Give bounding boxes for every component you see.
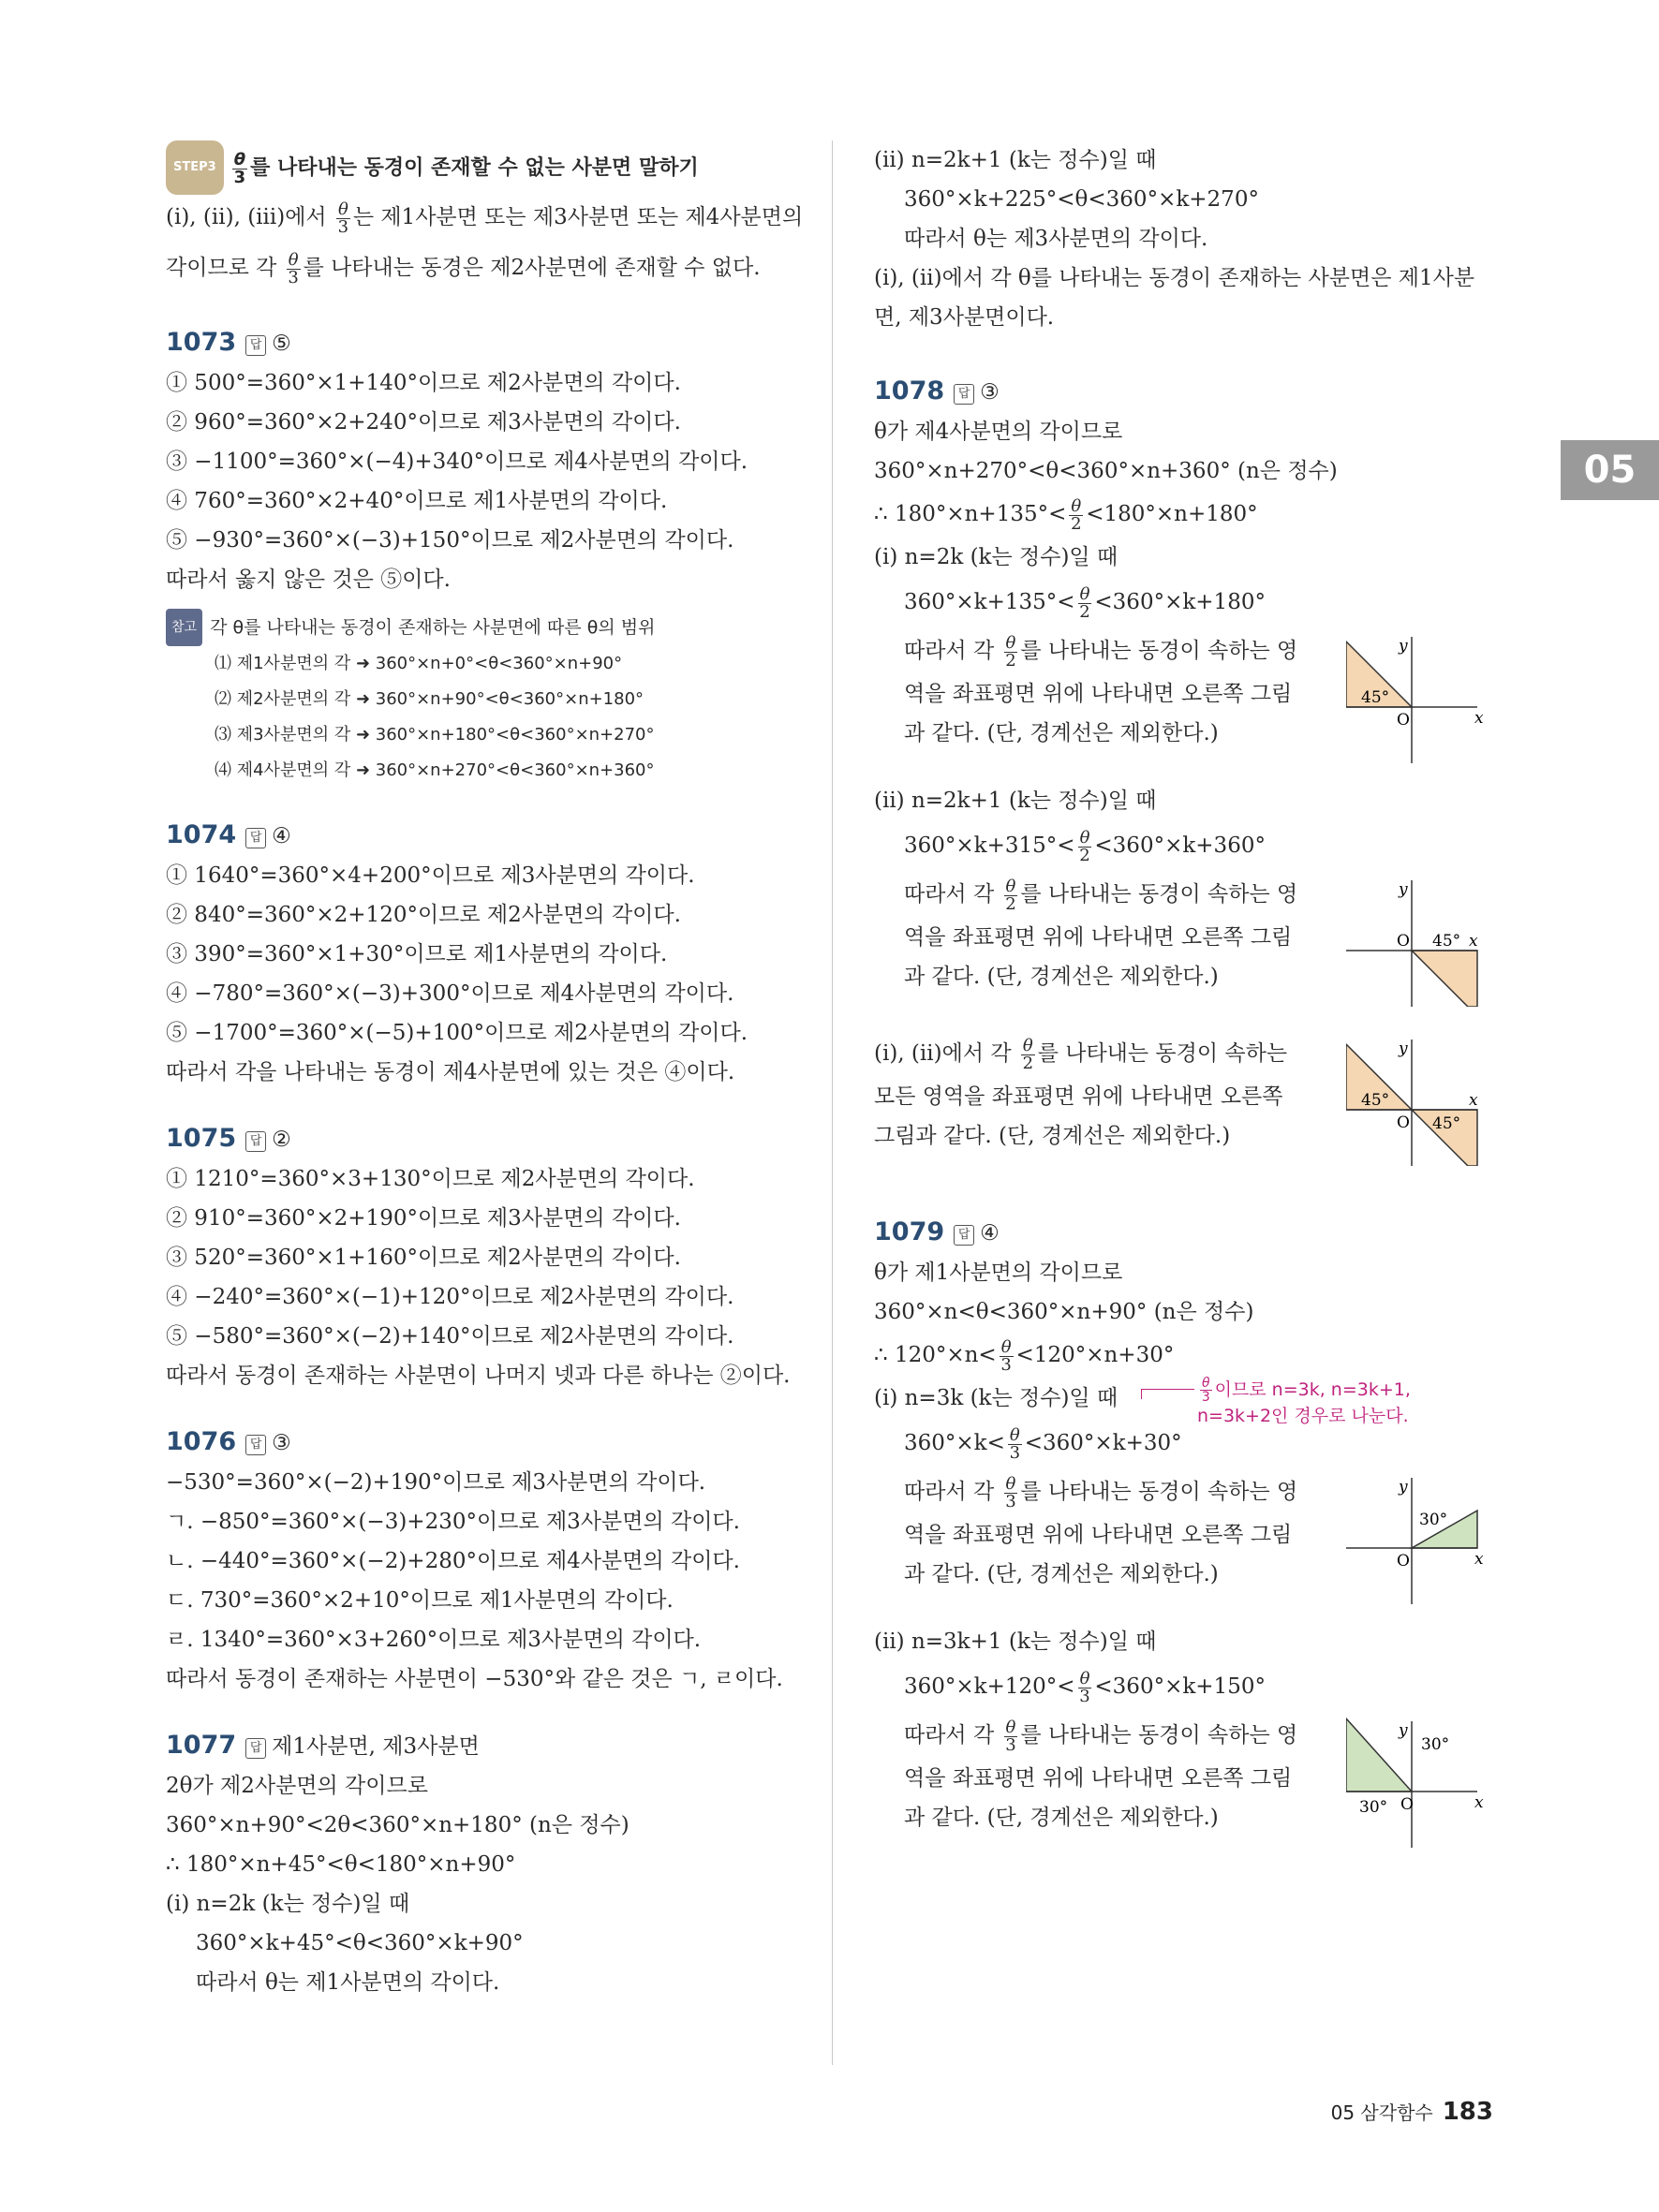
origin-label: O bbox=[1397, 1552, 1410, 1571]
solution-line: (ⅱ) n=3k+1 (k는 정수)일 때 bbox=[874, 1630, 1157, 1654]
origin-label: O bbox=[1397, 1113, 1410, 1132]
solution-line: 따라서 θ는 제3사분면의 각이다. bbox=[904, 227, 1208, 251]
y-label: y bbox=[1399, 1721, 1408, 1740]
quadrant-diagram bbox=[1346, 632, 1487, 763]
solution-line: −530°=360°×(−2)+190°이므로 제3사분면의 각이다. bbox=[166, 1470, 706, 1495]
case-block: 따라서 각 $\frac{\theta}{2}$ 를 나타내는 동경이 속하는 영 역을 좌표평면 위에 나타내면 오른쪽 그림 과 같다. (단, 경계선은 제외한다.) 45° O x y bbox=[874, 871, 1492, 1011]
page-footer: 05 삼각함수 183 bbox=[1330, 2098, 1493, 2126]
solution-line: 면, 제3사분면이다. bbox=[874, 305, 1055, 330]
fraction: $\frac{\theta}{3}$ bbox=[1005, 1717, 1016, 1755]
solution-line: ② 840°=360°×2+120°이므로 제2사분면의 각이다. bbox=[166, 903, 681, 927]
fraction: $\frac{\theta}{2}$ bbox=[1079, 583, 1090, 622]
solution-line: 2θ가 제2사분면의 각이므로 bbox=[166, 1774, 428, 1798]
solution-line: ① 1210°=360°×3+130°이므로 제2사분면의 각이다. bbox=[166, 1167, 695, 1191]
angle-label: 45° bbox=[1361, 1091, 1390, 1110]
origin-label: O bbox=[1400, 1795, 1414, 1814]
solution-line: (ⅰ) n=2k (k는 정수)일 때 bbox=[874, 545, 1118, 569]
case-block: 따라서 각 $\frac{\theta}{3}$ 를 나타내는 동경이 속하는 영 역을 좌표평면 위에 나타내면 오른쪽 그림 과 같다. (단, 경계선은 제외한다.) 30° O x y bbox=[874, 1468, 1492, 1609]
note-tag: 참고 bbox=[166, 609, 202, 646]
problem-heading-1073: 1073 답 ⑤ bbox=[166, 328, 291, 357]
solution-line: ⑤ −930°=360°×(−3)+150°이므로 제2사분면의 각이다. bbox=[166, 528, 734, 553]
solution-line: (ⅱ) n=2k+1 (k는 정수)일 때 bbox=[874, 148, 1157, 172]
conclusion-block: (ⅰ), (ⅱ)에서 각 $\frac{\theta}{2}$ 를 나타내는 동경이 속하는 모든 영역을 좌표평면 위에 나타내면 오른쪽 그림과 같다. (단, 경계선은 제외한다.) 45° 45° O x y bbox=[874, 1030, 1492, 1171]
solution-line: ∴ 180°×n+135°< $\frac{\theta}{2}$ <180°×n+180° bbox=[874, 495, 1258, 534]
solution-line: 따라서 θ는 제1사분면의 각이다. bbox=[196, 1970, 500, 1995]
answer-icon: 답 bbox=[954, 1225, 974, 1246]
solution-line: 360°×k+135°< $\frac{\theta}{2}$ <360°×k+180° bbox=[904, 583, 1266, 622]
fraction: $\frac{\theta}{3}$ bbox=[1201, 1376, 1210, 1405]
angle-label: 45° bbox=[1432, 932, 1461, 951]
step3-heading: STEP3 $\frac{\theta}{3}$ 를 나타내는 동경이 존재할 수 없는 사분면 말하기 bbox=[166, 140, 822, 195]
case-block: 따라서 각 $\frac{\theta}{3}$ 를 나타내는 동경이 속하는 영 역을 좌표평면 위에 나타내면 오른쪽 그림 과 같다. (단, 경계선은 제외한다.) 30° 30° O x y bbox=[874, 1712, 1492, 1852]
fraction: $\frac{\theta}{3}$ bbox=[1009, 1424, 1021, 1463]
solution-line: ④ −240°=360°×(−1)+120°이므로 제2사분면의 각이다. bbox=[166, 1285, 734, 1309]
x-label: x bbox=[1474, 1550, 1484, 1569]
solution-line: 360°×n<θ<360°×n+90° (n은 정수) bbox=[874, 1300, 1254, 1324]
solution-line: ② 910°=360°×2+190°이므로 제3사분면의 각이다. bbox=[166, 1206, 681, 1231]
solution-line: 360°×n+90°<2θ<360°×n+180° (n은 정수) bbox=[166, 1813, 630, 1837]
fraction: $\frac{\theta}{2}$ bbox=[1005, 876, 1016, 914]
problem-heading-1075: 1075 답 ② bbox=[166, 1124, 291, 1153]
answer-icon: 답 bbox=[954, 384, 974, 405]
reference-note: 참고 각 θ를 나타내는 동경이 존재하는 사분면에 따른 θ의 범위 ⑴ 제1사분면의 각 ➜ 360°×n+0°<θ<360°×n+90° ⑵ 제2사분면의 각 ➜ 360°×n+90°<θ<360°×n+180° ⑶ 제3사분면의 각 ➜ 360°×n+180°<θ<360°×n+270° ⑷ 제4사분면의 각 ➜ 360°×n+270°<θ<360°×n+360° bbox=[166, 609, 822, 789]
y-label: y bbox=[1399, 637, 1408, 656]
note-item: ⑶ 제3사분면의 각 ➜ 360°×n+180°<θ<360°×n+270° bbox=[215, 725, 655, 745]
origin-label: O bbox=[1397, 711, 1410, 730]
callout-arrow bbox=[1141, 1389, 1194, 1399]
fraction: $\frac{\theta}{3}$ bbox=[337, 199, 349, 237]
answer-icon: 답 bbox=[245, 1435, 266, 1455]
fraction: $\frac{\theta}{2}$ bbox=[1071, 495, 1082, 534]
step3-line: 각이므로 각 $\frac{\theta}{3}$ 를 나타내는 동경은 제2사분면에 존재할 수 없다. bbox=[166, 249, 761, 288]
x-label: x bbox=[1474, 709, 1484, 728]
y-label: y bbox=[1399, 1040, 1408, 1058]
solution-line: ③ 520°=360°×1+160°이므로 제2사분면의 각이다. bbox=[166, 1246, 681, 1270]
y-label: y bbox=[1399, 880, 1408, 899]
solution-line: ③ −1100°=360°×(−4)+340°이므로 제4사분면의 각이다. bbox=[166, 450, 748, 474]
quadrant-diagram bbox=[1346, 876, 1487, 1007]
solution-line: ㄹ. 1340°=360°×3+260°이므로 제3사분면의 각이다. bbox=[166, 1628, 702, 1652]
solution-line: 360°×k+225°<θ<360°×k+270° bbox=[904, 187, 1259, 212]
note-item: ⑵ 제2사분면의 각 ➜ 360°×n+90°<θ<360°×n+180° bbox=[215, 689, 644, 709]
solution-line: 따라서 동경이 존재하는 사분면이 나머지 넷과 다른 하나는 ②이다. bbox=[166, 1364, 791, 1388]
solution-line: 360°×k< $\frac{\theta}{3}$ <360°×k+30° bbox=[904, 1424, 1182, 1463]
case-with-callout bbox=[874, 1376, 1492, 1426]
angle-label: 30° bbox=[1421, 1735, 1450, 1754]
x-label: x bbox=[1469, 932, 1478, 951]
quadrant-diagram bbox=[1346, 1717, 1487, 1848]
fraction: $\frac{\theta}{2}$ bbox=[1022, 1035, 1034, 1073]
solution-line: (ⅰ) n=3k (k는 정수)일 때 bbox=[874, 1386, 1118, 1410]
shaded-region bbox=[1412, 951, 1477, 1007]
solution-line: 따라서 옳지 않은 것은 ⑤이다. bbox=[166, 568, 451, 592]
problem-heading-1079: 1079 답 ④ bbox=[874, 1217, 1000, 1246]
problem-heading-1078: 1078 답 ③ bbox=[874, 376, 1000, 406]
case-block: 따라서 각 $\frac{\theta}{2}$ 를 나타내는 동경이 속하는 영 역을 좌표평면 위에 나타내면 오른쪽 그림 과 같다. (단, 경계선은 제외한다.) 45° O x y bbox=[874, 627, 1492, 768]
solution-line: ㄱ. −850°=360°×(−3)+230°이므로 제3사분면의 각이다. bbox=[166, 1510, 740, 1534]
solution-line: ③ 390°=360°×1+30°이므로 제1사분면의 각이다. bbox=[166, 942, 668, 966]
fraction: $\frac{\theta}{3}$ bbox=[288, 249, 299, 288]
solution-line: ㄴ. −440°=360°×(−2)+280°이므로 제4사분면의 각이다. bbox=[166, 1549, 740, 1573]
angle-label: 30° bbox=[1419, 1511, 1448, 1529]
solution-line: ④ 760°=360°×2+40°이므로 제1사분면의 각이다. bbox=[166, 489, 668, 513]
step3-line: (ⅰ), (ⅱ), (ⅲ)에서 $\frac{\theta}{3}$ 는 제1사분면 또는 제3사분면 또는 제4사분면의 bbox=[166, 199, 804, 237]
solution-line: 360°×k+120°< $\frac{\theta}{3}$ <360°×k+150° bbox=[904, 1668, 1266, 1706]
note-item: ⑴ 제1사분면의 각 ➜ 360°×n+0°<θ<360°×n+90° bbox=[215, 654, 623, 673]
fraction: $\frac{\theta}{3}$ bbox=[1005, 1473, 1016, 1512]
solution-line: ⑤ −580°=360°×(−2)+140°이므로 제2사분면의 각이다. bbox=[166, 1324, 734, 1349]
solution-line: (ⅱ) n=2k+1 (k는 정수)일 때 bbox=[874, 789, 1157, 813]
solution-line: θ가 제1사분면의 각이므로 bbox=[874, 1261, 1123, 1285]
note-item: ⑷ 제4사분면의 각 ➜ 360°×n+270°<θ<360°×n+360° bbox=[215, 760, 655, 780]
problem-heading-1077: 1077 답 제1사분면, 제3사분면 bbox=[166, 1731, 480, 1760]
answer-icon: 답 bbox=[245, 335, 266, 356]
solution-line: 따라서 각을 나타내는 동경이 제4사분면에 있는 것은 ④이다. bbox=[166, 1060, 735, 1084]
solution-line: 따라서 동경이 존재하는 사분면이 −530°와 같은 것은 ㄱ, ㄹ이다. bbox=[166, 1667, 783, 1691]
answer-icon: 답 bbox=[245, 1131, 266, 1152]
fraction: $\frac{\theta}{3}$ bbox=[1079, 1668, 1090, 1706]
x-label: x bbox=[1469, 1091, 1478, 1110]
x-label: x bbox=[1474, 1793, 1484, 1812]
solution-line: 360°×k+315°< $\frac{\theta}{2}$ <360°×k+360° bbox=[904, 827, 1266, 865]
solution-line: ㄷ. 730°=360°×2+10°이므로 제1사분면의 각이다. bbox=[166, 1588, 674, 1613]
answer-icon: 답 bbox=[245, 828, 266, 848]
fraction: $\frac{\theta}{2}$ bbox=[1005, 632, 1016, 671]
fraction: $\frac{\theta}{2}$ bbox=[1079, 827, 1090, 865]
problem-heading-1074: 1074 답 ④ bbox=[166, 820, 291, 849]
quadrant-diagram bbox=[1346, 1035, 1487, 1166]
problem-heading-1076: 1076 답 ③ bbox=[166, 1427, 291, 1456]
answer-icon: 답 bbox=[245, 1738, 266, 1759]
fraction: $\frac{\theta}{3}$ bbox=[1000, 1336, 1012, 1375]
callout-note: $\frac{\theta}{3}$ 이므로 n=3k, n=3k+1, n=3k+2인 경우로 나눈다. bbox=[1197, 1377, 1411, 1428]
solution-line: ② 960°=360°×2+240°이므로 제3사분면의 각이다. bbox=[166, 410, 681, 435]
page-number: 183 bbox=[1442, 2098, 1493, 2126]
solution-line: (ⅰ), (ⅱ)에서 각 θ를 나타내는 동경이 존재하는 사분면은 제1사분 bbox=[874, 266, 1475, 290]
quadrant-diagram bbox=[1346, 1473, 1487, 1604]
solution-line: 360°×n+270°<θ<360°×n+360° (n은 정수) bbox=[874, 459, 1338, 483]
solution-line: ① 1640°=360°×4+200°이므로 제3사분면의 각이다. bbox=[166, 863, 695, 888]
solution-line: ④ −780°=360°×(−3)+300°이므로 제4사분면의 각이다. bbox=[166, 981, 734, 1006]
solution-line: ∴ 180°×n+45°<θ<180°×n+90° bbox=[166, 1852, 516, 1877]
section-tab: 05 bbox=[1561, 440, 1659, 500]
solution-line: ⑤ −1700°=360°×(−5)+100°이므로 제2사분면의 각이다. bbox=[166, 1021, 748, 1045]
angle-label: 45° bbox=[1432, 1114, 1461, 1133]
y-label: y bbox=[1399, 1478, 1408, 1497]
right-column bbox=[874, 140, 1492, 1852]
solution-line: 360°×k+45°<θ<360°×k+90° bbox=[196, 1931, 524, 1955]
angle-label: 30° bbox=[1359, 1798, 1388, 1817]
solution-line: ① 500°=360°×1+140°이므로 제2사분면의 각이다. bbox=[166, 371, 681, 395]
solution-line: ∴ 120°×n< $\frac{\theta}{3}$ <120°×n+30° bbox=[874, 1336, 1175, 1375]
step-badge: STEP3 bbox=[166, 140, 224, 195]
origin-label: O bbox=[1397, 932, 1410, 951]
column-divider bbox=[832, 140, 833, 2065]
solution-line: θ가 제4사분면의 각이므로 bbox=[874, 420, 1123, 444]
solution-line: (ⅰ) n=2k (k는 정수)일 때 bbox=[166, 1892, 410, 1916]
angle-label: 45° bbox=[1361, 688, 1390, 707]
left-column bbox=[166, 140, 822, 2002]
fraction: $\frac{\theta}{3}$ bbox=[233, 149, 246, 187]
